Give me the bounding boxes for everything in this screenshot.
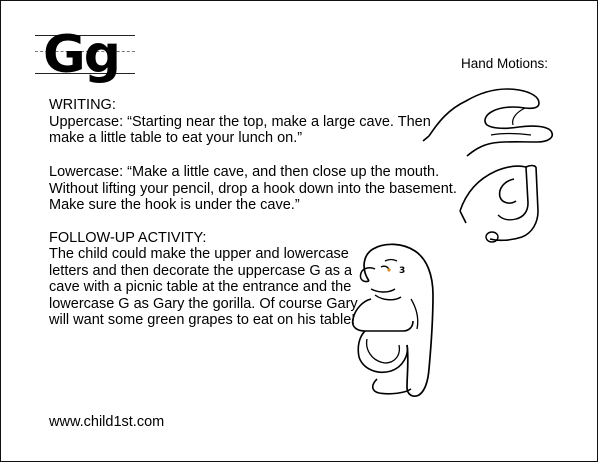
lowercase-hand-motion-illustration bbox=[456, 163, 566, 253]
uppercase-letter: G bbox=[43, 25, 84, 85]
hand-motions-label: Hand Motions: bbox=[461, 56, 549, 71]
lowercase-line-2: Without lifting your pencil, drop a hook down into the basement. bbox=[49, 181, 457, 197]
followup-line-4: lowercase G as Gary the gorilla. Of course Gary bbox=[49, 296, 358, 312]
followup-line-5: will want some green grapes to eat on his table! bbox=[49, 312, 356, 328]
followup-line-3: cave with a picnic table at the entrance and the bbox=[49, 279, 352, 295]
letter-header bbox=[35, 25, 135, 89]
gary-gorilla-illustration bbox=[341, 239, 451, 399]
uppercase-line-2: make a little table to eat your lunch on.” bbox=[49, 130, 303, 146]
followup-line-1: The child could make the upper and lowercase bbox=[49, 246, 349, 262]
gorilla-mark-text: 3 bbox=[399, 266, 406, 276]
uppercase-line-1: Uppercase: “Starting near the top, make a large cave. Then bbox=[49, 114, 431, 130]
followup-line-2: letters and then decorate the uppercase G as a bbox=[49, 263, 353, 279]
writing-heading: WRITING: bbox=[49, 97, 116, 113]
letter-pair bbox=[43, 23, 119, 87]
lowercase-line-3: Make sure the hook is under the cave.” bbox=[49, 197, 300, 213]
lowercase-letter: g bbox=[83, 25, 119, 85]
website-link[interactable]: www.child1st.com bbox=[49, 414, 165, 430]
uppercase-hand-motion-illustration bbox=[421, 81, 561, 156]
followup-heading: FOLLOW-UP ACTIVITY: bbox=[49, 230, 207, 246]
lowercase-line-1: Lowercase: “Make a little cave, and then close up the mouth. bbox=[49, 164, 440, 180]
